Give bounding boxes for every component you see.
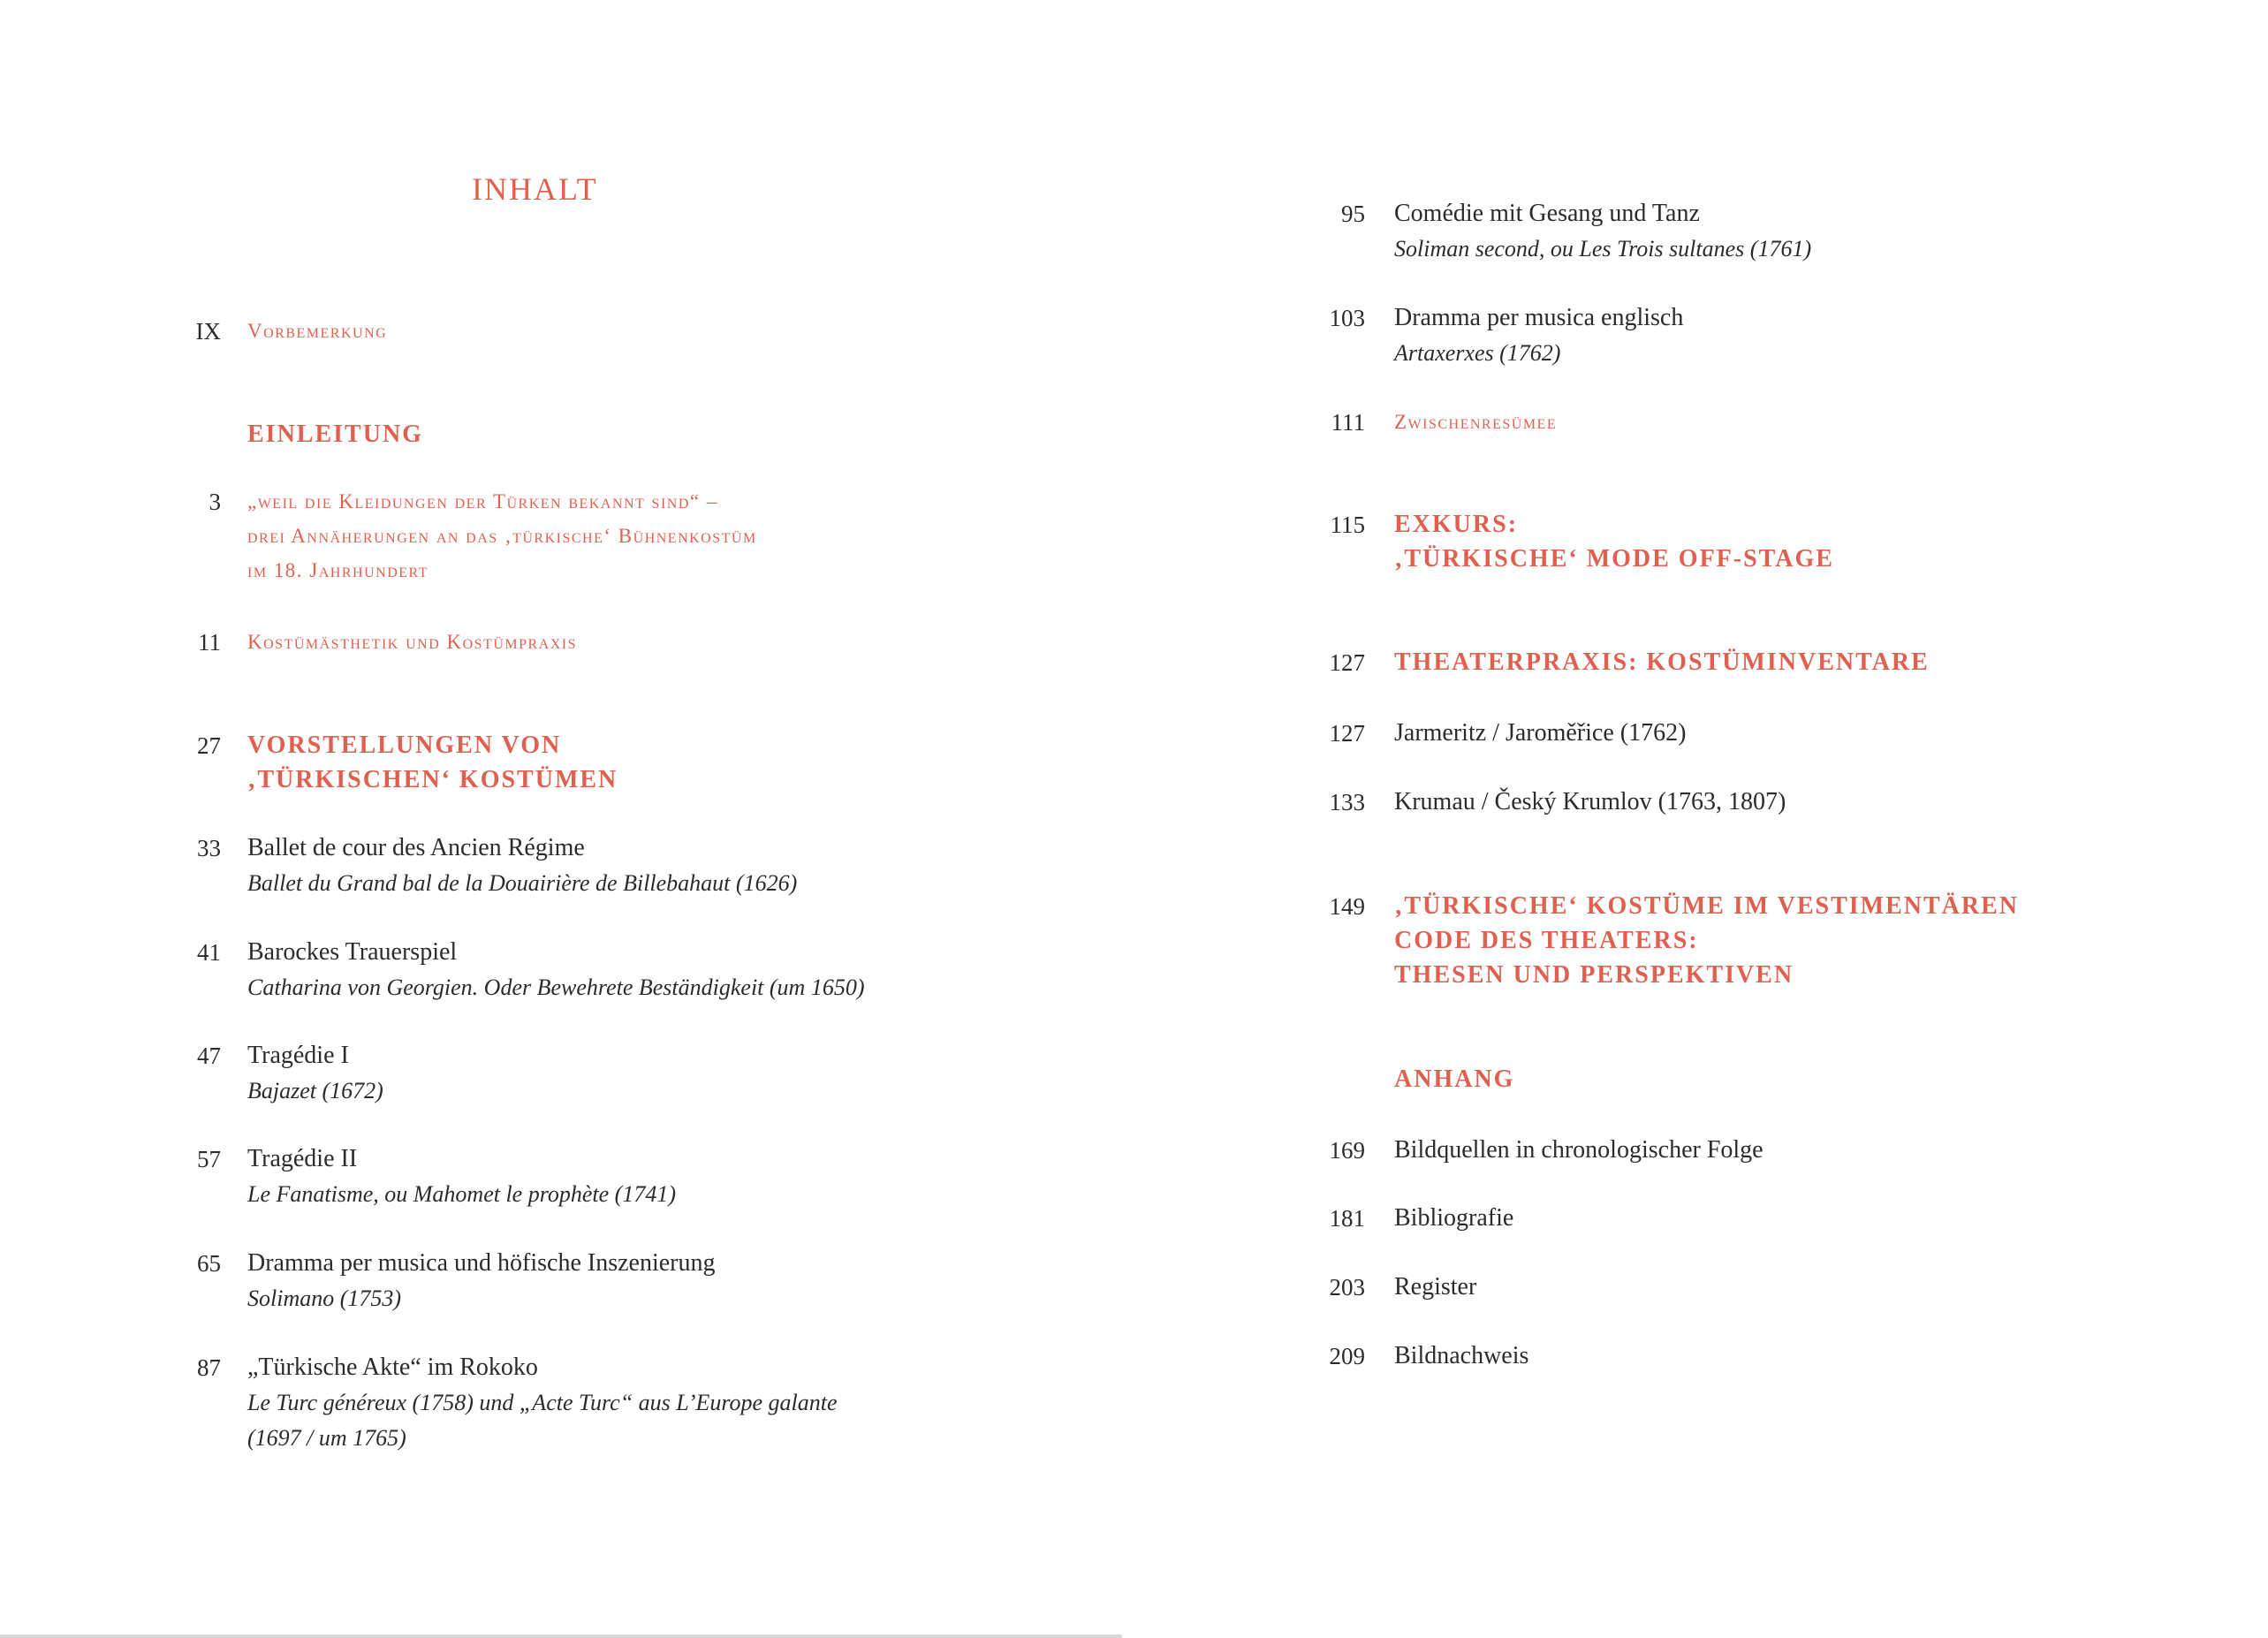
page-number: 111 xyxy=(1331,409,1365,436)
entry-title: Dramma per musica und höfische Inszenierung xyxy=(247,1249,716,1277)
section-heading: ‚TÜRKISCHE‘ KOSTÜME IM VESTIMENTÄREN xyxy=(1394,892,2020,920)
entry-title: Comédie mit Gesang und Tanz xyxy=(1394,200,1700,227)
entry-title: Barockes Trauerspiel xyxy=(247,938,458,966)
section-heading: EINLEITUNG xyxy=(247,421,423,448)
entry-subtitle: Catharina von Georgien. Oder Bewehrete Beständigkeit (um 1650) xyxy=(247,974,865,1000)
page-number: 149 xyxy=(1329,893,1365,920)
page-number: 57 xyxy=(197,1146,221,1172)
page-number: 27 xyxy=(197,732,221,759)
entry-title: Vorbemerkung xyxy=(247,320,388,342)
entry-subtitle: (1697 / um 1765) xyxy=(247,1425,406,1451)
page-number: 11 xyxy=(198,629,221,656)
entry-title: im 18. Jahrhundert xyxy=(247,559,429,581)
entry-subtitle: Le Fanatisme, ou Mahomet le prophète (1741) xyxy=(247,1181,676,1207)
section-heading: THEATERPRAXIS: KOSTÜMINVENTARE xyxy=(1394,648,1930,676)
section-heading: EXKURS: xyxy=(1394,511,1519,538)
page-number: 65 xyxy=(197,1250,221,1277)
entry-subtitle: Le Turc généreux (1758) und „Acte Turc“ aus L’Europe galante xyxy=(247,1390,838,1415)
entry-subtitle: Solimano (1753) xyxy=(247,1285,402,1311)
page-number: 115 xyxy=(1330,512,1365,538)
page-number: 133 xyxy=(1329,789,1365,815)
section-heading: VORSTELLUNGEN VON xyxy=(247,732,562,759)
entry-subtitle: Soliman second, ou Les Trois sultanes (1761) xyxy=(1394,236,1812,262)
entry-subtitle: Ballet du Grand bal de la Douairière de Billebahaut (1626) xyxy=(247,870,798,896)
page-number: 95 xyxy=(1341,201,1365,227)
page-title: INHALT xyxy=(472,171,598,207)
page-number: IX xyxy=(195,318,221,345)
section-heading: ‚TÜRKISCHEN‘ KOSTÜMEN xyxy=(247,766,618,793)
page-number: 103 xyxy=(1329,305,1365,331)
entry-subtitle: Artaxerxes (1762) xyxy=(1394,340,1561,366)
entry-title: Tragédie II xyxy=(247,1145,358,1172)
entry-title: Register xyxy=(1394,1273,1477,1301)
page-number: 33 xyxy=(197,835,221,861)
entry-title: Krumau / Český Krumlov (1763, 1807) xyxy=(1394,788,1786,815)
entry-title: Bildnachweis xyxy=(1394,1342,1529,1369)
entry-title: Zwischenresümee xyxy=(1394,411,1558,433)
page-number: 127 xyxy=(1329,720,1365,747)
page-number: 47 xyxy=(197,1043,221,1069)
entry-title: Dramma per musica englisch xyxy=(1394,304,1684,331)
page-number: 209 xyxy=(1329,1343,1365,1369)
page-edge-shadow xyxy=(0,1634,1122,1638)
page-number: 169 xyxy=(1329,1137,1365,1164)
section-heading: THESEN UND PERSPEKTIVEN xyxy=(1394,961,1794,989)
entry-title: „weil die Kleidungen der Türken bekannt sind“ – xyxy=(247,490,718,512)
entry-subtitle: Bajazet (1672) xyxy=(247,1078,383,1103)
page-number: 41 xyxy=(197,939,221,966)
entry-title: Tragédie I xyxy=(247,1042,349,1069)
entry-title: Bibliografie xyxy=(1394,1204,1514,1232)
page-number: 203 xyxy=(1329,1274,1365,1301)
entry-title: Jarmeritz / Jaroměřice (1762) xyxy=(1394,719,1687,747)
entry-title: Kostümästhetik und Kostümpraxis xyxy=(247,631,578,653)
entry-title: Bildquellen in chronologischer Folge xyxy=(1394,1136,1764,1164)
section-heading: ANHANG xyxy=(1394,1065,1515,1093)
page-number: 87 xyxy=(197,1354,221,1381)
page-number: 3 xyxy=(209,489,221,515)
page-number: 127 xyxy=(1329,649,1365,676)
section-heading: ‚TÜRKISCHE‘ MODE OFF-STAGE xyxy=(1394,545,1834,573)
entry-title: „Türkische Akte“ im Rokoko xyxy=(247,1354,538,1381)
page-number: 181 xyxy=(1329,1205,1365,1232)
entry-title: drei Annäherungen an das ‚türkische‘ Bühnenkostüm xyxy=(247,525,757,547)
entry-title: Ballet de cour des Ancien Régime xyxy=(247,834,585,861)
section-heading: CODE DES THEATERS: xyxy=(1394,927,1699,954)
